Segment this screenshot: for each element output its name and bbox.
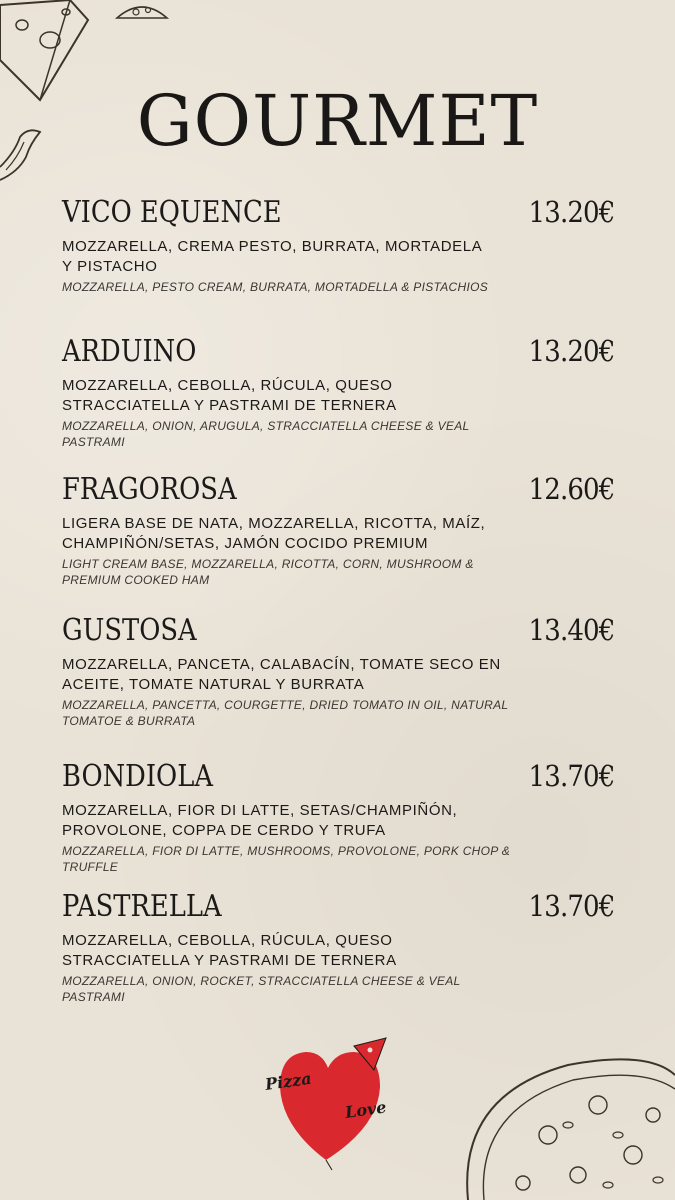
item-description-es: MOZZARELLA, FIOR DI LATTE, SETAS/CHAMPIÑÓN, PROVOLONE, COPPA DE CERDO Y TRUFA <box>62 802 458 839</box>
item-description-en: MOZZARELLA, PESTO CREAM, BURRATA, MORTADELLA & PISTACHIOS <box>62 280 489 294</box>
whole-pizza-doodle-icon <box>458 1055 675 1200</box>
pizza-slice-doodle-icon <box>112 0 172 24</box>
menu-item <box>62 889 614 1005</box>
item-description-en: MOZZARELLA, ONION, ROCKET, STRACCIATELLA CHEESE & VEAL PASTRAMI <box>62 974 461 1004</box>
item-price: 13.40€ <box>528 613 614 647</box>
item-name: ARDUINO <box>62 334 197 369</box>
logo-text-love: Love <box>343 1097 388 1122</box>
item-price: 13.70€ <box>528 759 614 793</box>
item-description-en: MOZZARELLA, FIOR DI LATTE, MUSHROOMS, PROVOLONE, PORK CHOP & TRUFFLE <box>62 844 511 874</box>
item-name: GUSTOSA <box>62 613 197 648</box>
item-name: VICO EQUENCE <box>62 195 282 230</box>
item-description-es: LIGERA BASE DE NATA, MOZZARELLA, RICOTTA, MAÍZ, CHAMPIÑÓN/SETAS, JAMÓN COCIDO PREMIUM <box>62 515 486 552</box>
item-price: 12.60€ <box>528 472 614 506</box>
item-price: 13.70€ <box>528 889 614 923</box>
logo-text-pizza: Pizza <box>263 1068 313 1094</box>
item-description-es: MOZZARELLA, CREMA PESTO, BURRATA, MORTADELA Y PISTACHO <box>62 238 482 275</box>
item-description-es: MOZZARELLA, PANCETA, CALABACÍN, TOMATE SECO EN ACEITE, TOMATE NATURAL Y BURRATA <box>62 656 501 693</box>
menu-item <box>62 613 614 729</box>
page-title: GOURMET <box>136 80 539 162</box>
menu-item <box>62 472 614 588</box>
item-name: PASTRELLA <box>62 889 222 924</box>
menu-item <box>62 195 614 295</box>
item-name: BONDIOLA <box>62 759 213 794</box>
menu-item <box>62 759 614 875</box>
item-description-en: MOZZARELLA, PANCETTA, COURGETTE, DRIED TOMATO IN OIL, NATURAL TOMATOE & BURRATA <box>62 698 509 728</box>
item-price: 13.20€ <box>528 195 614 229</box>
item-description-es: MOZZARELLA, CEBOLLA, RÚCULA, QUESO STRACCIATELLA Y PASTRAMI DE TERNERA <box>62 377 397 414</box>
item-name: FRAGOROSA <box>62 472 237 507</box>
item-price: 13.20€ <box>528 334 614 368</box>
item-description-en: MOZZARELLA, ONION, ARUGULA, STRACCIATELLA CHEESE & VEAL PASTRAMI <box>62 419 470 449</box>
item-description-en: LIGHT CREAM BASE, MOZZARELLA, RICOTTA, CORN, MUSHROOM & PREMIUM COOKED HAM <box>62 557 474 587</box>
pizza-love-logo <box>262 1032 402 1172</box>
menu-item <box>62 334 614 450</box>
item-description-es: MOZZARELLA, CEBOLLA, RÚCULA, QUESO STRACCIATELLA Y PASTRAMI DE TERNERA <box>62 932 397 969</box>
